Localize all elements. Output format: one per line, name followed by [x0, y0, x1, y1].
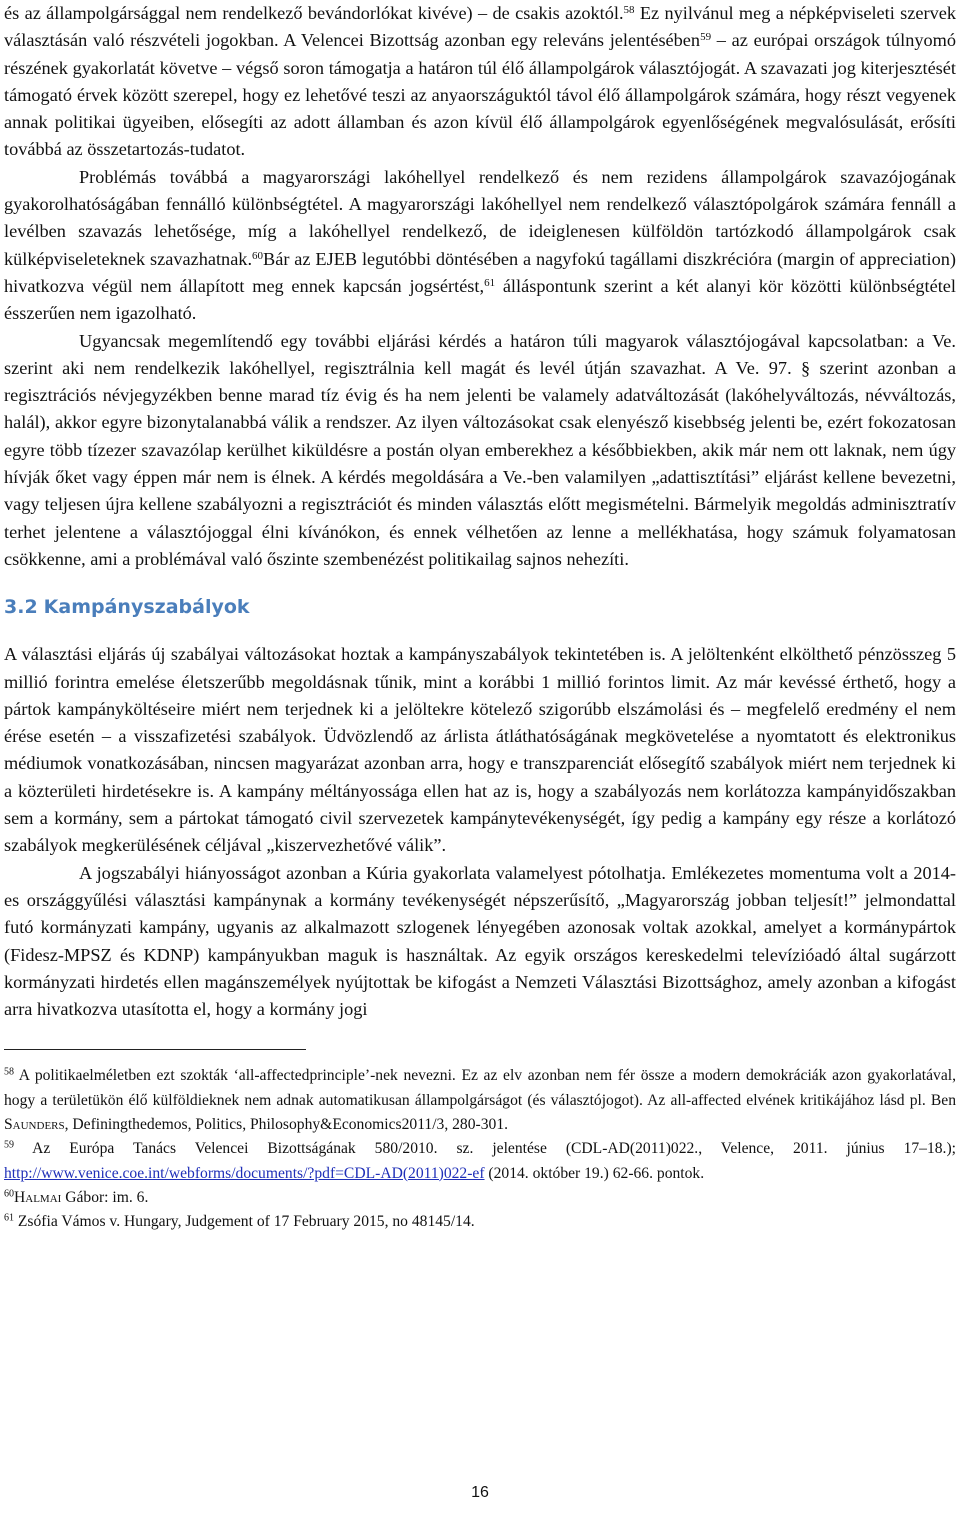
- section-title: Kampányszabályok: [43, 596, 250, 619]
- footnote-ref-59[interactable]: 59: [700, 31, 712, 44]
- footnote-61: [4, 1210, 956, 1234]
- footnote-separator: [4, 1049, 306, 1050]
- paragraph-kuria: A jogszabályi hiányosságot azonban a Kúria gyakorlata valamelyest pótolhatja. Emlékezetes momentuma volt a 2014-es országgyűlési választási kampánynak a kormány tevékenységét népszerűsítő, „Magyarország jobban teljesít!” jelmondattal futó kormányzati kampány, ugyanis az alkalmazott szlogenek lényegében azonosak voltak azokkal, amelyet a kormánypártok (Fidesz-MPSZ és KDNP) kampányukban maguk is használtak. Az egyik országos kereskedelmi televízióadó által sugárzott kormányzati hirdetés ellen magánszemélyek nyújtottak be kifogást a Nemzeti Választási Bizottsághoz, amely azonban a kifogást arra hivatkozva utasította el, hogy a kormány jogi: [4, 862, 956, 1020]
- footnote-text: Zsófia Vámos v. Hungary, Judgement of 17 February 2015, no 48145/14.: [17, 1213, 475, 1231]
- footnote-number: 60: [4, 1188, 14, 1200]
- paragraph-text: Problémás továbbá a magyarországi lakóhellyel rendelkező és nem rezidens állampolgárok szavazójogának gyakorolhatóságában fennálló különbségtétel. A magyarországi lakóhellyel nem rendelkező választópolgárok számára fennáll a levélben szavazás lehetősége, míg a lakóhellyel rendelkező, de ideiglenesen külföldön tartózkodó állampolgárok csak külképviseleteknek szavazhatnak.: [4, 166, 956, 269]
- paragraph-registration: Ugyancsak megemlítendő egy további eljárási kérdés a határon túli magyarok választójogával kapcsolatban: a Ve. szerint aki nem rendelkezik lakóhellyel, regisztrálnia kell magát és levél útján szavazhat. A Ve. 97. § szerint azonban a regisztrációs névjegyzékben benne marad tíz évig és ha nem jelenti be valamely adatváltozását (lakóhelyváltozás, névváltozás, halál), akkor egyre bizonytalanabbá válik a rendszer. Az ilyen változásokat csak elenyésző kisebbség jelenti be, ezért fokozatosan egyre több tízezer szavazólap kerülhet kiküldésre a postán olyan emberekhez a későbbiekben, akik már nem ott laknak, nem úgy hívják őket vagy éppen már nem is élnek. A kérdés megoldására a Ve.-ben valamilyen „adattisztítási” eljárást kellene bevezetni, vagy teljesen újra kellene szabályozni a regisztrációt és minden választás előtt megismételni. Bármelyik megoldás adminisztratív terhet jelentene a választójoggal élni kívánókon, és ennek vélhetően az lenne a mellékhatása, hogy számuk folyamatosan csökkenne, ami a problémával való őszinte szembenézést politikailag sajnos nehezíti.: [4, 330, 956, 569]
- footnote-text: , Definingthedemos, Politics, Philosophy&Economics2011/3, 280-301.: [64, 1115, 509, 1133]
- footnote-link[interactable]: http://www.venice.coe.int/webforms/documents/?pdf=CDL-AD(2011)022-ef: [4, 1164, 485, 1182]
- paragraph-text: Bár az EJEB legutóbbi döntésében a nagyfokú tagállami diszkrécióra (margin of appreciation) hivatkozva végül nem állapított meg ennek kapcsán jogsértést,: [4, 248, 956, 296]
- paragraph-text: álláspontunk szerint a két alanyi kör közötti különbségtétel ésszerűen nem igazolható.: [4, 275, 957, 324]
- paragraph-postal-voting: [4, 164, 956, 328]
- section-number: 3.2: [4, 596, 38, 619]
- footnote-number: 58: [4, 1066, 14, 1078]
- paragraph-campaign-rules: A választási eljárás új szabályai változásokat hoztak a kampányszabályok tekintetében is. A jelöltenként elkölthető pénzösszeg 5 millió forintra emelése életszerűbb megoldásnak tűnik, mint a korábbi 1 millió forintos limit. Az már kevéssé érthető, hogy a pártok kampányköltéseire miért nem terjednek ki a jelöltekre kötelező szigorúbb elszámolási és – megfelelő eredmény el nem érése esetén – a visszafizetési szabályok. Üdvözlendő az árlista átláthatóságának megkövetelése a nyomtatott és elektronikus médiumok vonatkozásában, nincsen magyarázat azonban arra, hogy e transzparenciát elősegítő szabályok miért nem terjednek ki a közterületi hirdetésekre is. A kampány méltányossága ellen hat az is, hogy a szabályozás nem korlátozza kampányidőszakban sem a kormány, sem a pártokat támogató civil szervezetek kampánytevékenységét, így pedig a kampány egy része a korlátozó szabályok megkerülésének céljával „kiszervezhetővé válik”.: [4, 644, 956, 856]
- paragraph-text: Ez nyilvánul meg a népképviseleti szervek választásán való részvételi jogokban. A Velencei Bizottság azonban egy releváns jelentésében: [4, 3, 956, 51]
- footnote-text: A politikaelméletben ezt szokták ‘all-affectedprinciple’-nek nevezni. Ez az elv azonban nem fér össze a modern demokráciák azon gyakorlatával, hogy a területükön élő külföldieknek nem adnak automatikusan állampolgárságot (és választójogot). Az all-affected elvének kritikájához lásd pl. Ben: [4, 1067, 956, 1109]
- footnote-text: Gábor: im. 6.: [61, 1188, 149, 1206]
- footnote-text: Az Európa Tanács Velencei Bizottságának 580/2010. sz. jelentése (CDL-AD(2011)022., Velence, 2011. június 17–18.);: [32, 1140, 956, 1158]
- document-page: [4, 0, 956, 1234]
- section-heading: [4, 595, 956, 619]
- paragraph-text: és az állampolgársággal nem rendelkező bevándorlókat kivéve) – de csakis azoktól.: [4, 3, 624, 23]
- footnote-ref-60[interactable]: 60: [252, 249, 264, 262]
- footnote-number: 59: [4, 1139, 14, 1151]
- footnote-ref-58[interactable]: 58: [623, 3, 635, 16]
- footnote-number: 61: [4, 1212, 14, 1224]
- footnote-ref-61[interactable]: 61: [484, 276, 496, 289]
- footnote-60: [4, 1186, 956, 1210]
- footnote-59: [4, 1137, 956, 1186]
- footnote-58: [4, 1064, 956, 1137]
- paragraph-text: – az európai országok túlnyomó részének gyakorlatát követve – végső soron támogatja a határon túl élő állampolgárok választójogát. A szavazati jog kiterjesztését támogató érvek között szerepel, hogy ez lehetővé teszi az anyaországuktól távol élő állampolgárok számára, hogy részt vegyenek annak politikai ügyeiben, elősegíti az adott államban és azon kívül élő állampolgárok egyenlőségének megvalósulását, erősíti továbbá az összetartozás-tudatot.: [4, 30, 956, 160]
- footnote-text: (2014. október 19.) 62-66. pontok.: [484, 1164, 705, 1182]
- footnote-author: Saunders: [4, 1115, 65, 1133]
- paragraph-voting-rights: [4, 0, 956, 164]
- footnote-author: Halmai: [14, 1188, 62, 1206]
- page-number: 16: [471, 1484, 489, 1501]
